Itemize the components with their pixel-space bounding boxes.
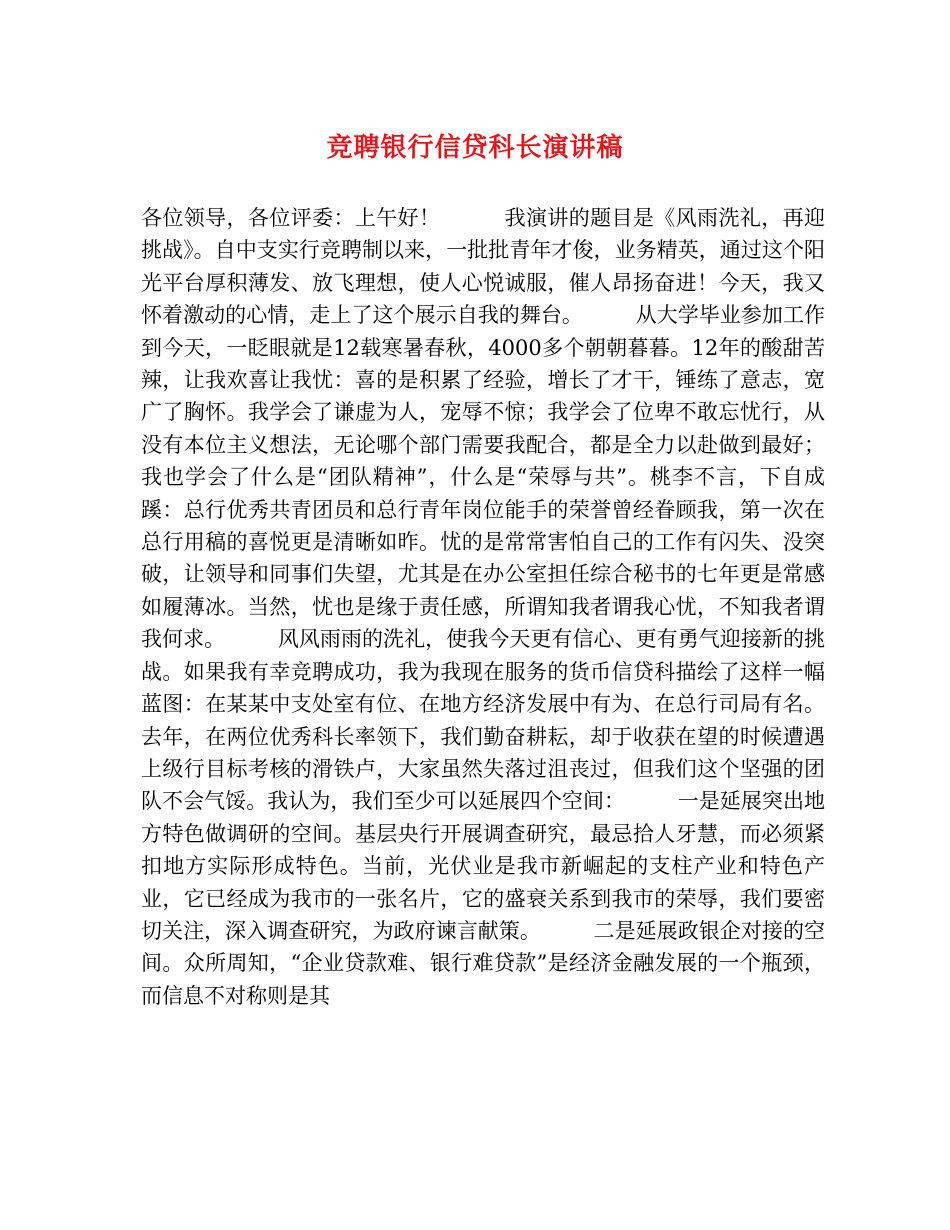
document-title: 竞聘银行信贷科长演讲稿	[326, 133, 624, 163]
speech-body-text: 各位领导，各位评委：上午好！ 我演讲的题目是《风雨洗礼，再迎挑战》。自中支实行竞聘制以来，一批批青年才俊，业务精英，通过这个阳光平台厚积薄发、放飞理想，使人心悦诚服，催人昂扬奋进！今天，我又怀着激动的心情，走上了这个展示自我的舞台。 从大学毕业参加工作到今天，一眨眼就是12载寒暑春秋，4000多个朝朝暮暮。12年的酸甜苦辣，让我欢喜让我忧：喜的是积累了经验，增长了才干，锤练了意志，宽广了胸怀。我学会了谦虚为人，宠辱不惊；我学会了位卑不敢忘忧行，从没有本位主义想法，无论哪个部门需要我配合，都是全力以赴做到最好；我也学会了什么是“团队精神”，什么是“荣辱与共”。桃李不言，下自成蹊：总行优秀共青团员和总行青年岗位能手的荣誉曾经眷顾我，第一次在总行用稿的喜悦更是清晰如昨。忧的是常常害怕自己的工作有闪失、没突破，让领导和同事们失望，尤其是在办公室担任综合秘书的七年更是常感如履薄冰。当然，忧也是缘于责任感，所谓知我者谓我心忧，不知我者谓我何求。 风风雨雨的洗礼，使我今天更有信心、更有勇气迎接新的挑战。如果我有幸竞聘成功，我为我现在服务的货币信贷科描绘了这样一幅蓝图：在某某中支处室有位、在地方经济发展中有为、在总行司局有名。去年，在两位优秀科长率领下，我们勤奋耕耘，却于收获在望的时候遭遇上级行目标考核的滑铁卢，大家虽然失落过沮丧过，但我们这个坚强的团队不会气馁。我认为，我们至少可以延展四个空间： 一是延展突出地方特色做调研的空间。基层央行开展调查研究，最忌拾人牙慧，而必须紧扣地方实际形成特色。当前，光伏业是我市新崛起的支柱产业和特色产业，它已经成为我市的一张名片，它的盛衰关系到我市的荣辱，我们要密切关注，深入调查研究，为政府谏言献策。 二是延展政银企对接的空间。众所周知，“企业贷款难、银行难贷款”是经济金融发展的一个瓶颈，而信息不对称则是其	[141, 206, 825, 1008]
